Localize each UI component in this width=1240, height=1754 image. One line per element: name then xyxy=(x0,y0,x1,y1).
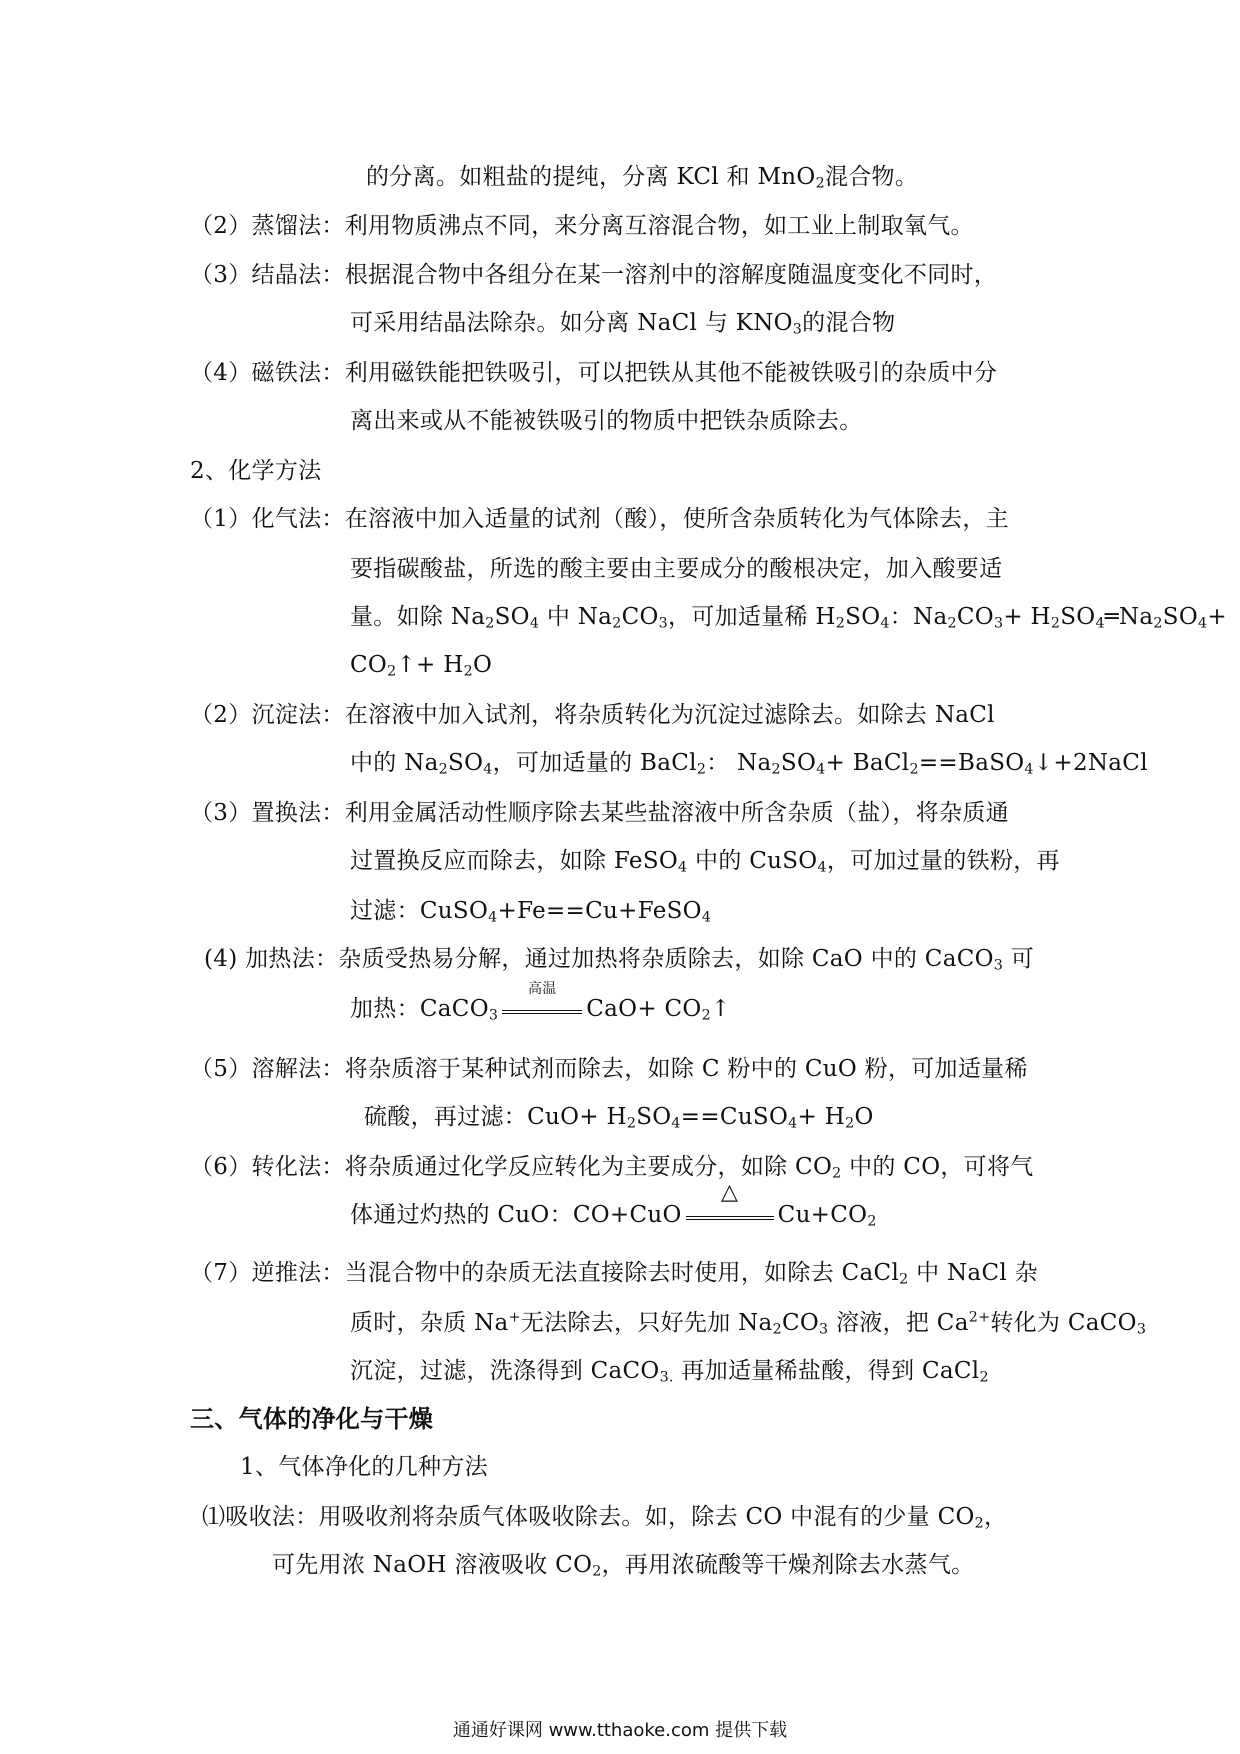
text-line: 过滤：CuSO$_4$+Fe==Cu+FeSO$_4$ xyxy=(350,898,712,926)
text-line: 沉淀，过滤，洗涤得到 CaCO$_{3.}$ 再加适量稀盐酸，得到 CaCl$_2$ xyxy=(350,1358,989,1386)
text-line: （6）转化法：将杂质通过化学反应转化为主要成分，如除 $CO_2$ 中的 CO，可将气 xyxy=(190,1154,1034,1182)
text-line: （7）逆推法：当混合物中的杂质无法直接除去时使用，如除去 CaCl$_2$ 中 NaCl 杂 xyxy=(190,1260,1038,1288)
text-line: 的分离。如粗盐的提纯，分离 KCl 和 MnO$_2$混合物。 xyxy=(366,164,919,192)
text-line: 体通过灼热的 CuO：CO+CuO △ $Cu+CO_2$ xyxy=(350,1180,877,1230)
text-line: 可采用结晶法除杂。如分离 NaCl 与 $KNO_3$的混合物 xyxy=(350,310,896,338)
text-line: 加热：CaCO$_3$ 高温 $CaO+ CO_2↑$ xyxy=(350,981,731,1024)
text-line: 硫酸，再过滤：$CuO+ H_2SO_4==CuSO_4+ H_2O$ xyxy=(364,1104,874,1132)
text-line: （2）沉淀法：在溶液中加入试剂，将杂质转化为沉淀过滤除去。如除去 NaCl xyxy=(190,702,995,728)
text-line: ⑴吸收法：用吸收剂将杂质气体吸收除去。如，除去 CO 中混有的少量 $CO_2$， xyxy=(202,1504,1008,1532)
text-line: 可先用浓 NaOH 溶液吸收 $CO_2$，再用浓硫酸等干燥剂除去水蒸气。 xyxy=(272,1552,975,1580)
text-line: 过置换反应而除去，如除 FeSO$_4$ 中的 CuSO$_4$，可加过量的铁粉，再 xyxy=(350,848,1060,876)
text-line: （2）蒸馏法：利用物质沸点不同，来分离互溶混合物，如工业上制取氧气。 xyxy=(190,213,974,239)
text-line: (4) 加热法：杂质受热易分解，通过加热将杂质除去，如除 CaO 中的 CaCO$_3$ 可 xyxy=(204,946,1035,974)
condition-label: △ xyxy=(721,1180,739,1205)
text-line: 量。如除 $Na_2SO_4$ 中 $Na_2CO_3$，可加适量稀 $H_2SO_4$：$Na_2CO_3+$ $H_2SO_4═Na_2SO_4+$ xyxy=(350,604,1227,632)
section-heading: 2、化学方法 xyxy=(190,458,322,484)
text-line: 离出来或从不能被铁吸引的物质中把铁杂质除去。 xyxy=(350,408,863,434)
subsection-heading: 1、气体净化的几种方法 xyxy=(240,1454,488,1480)
section-heading: 三、气体的净化与干燥 xyxy=(190,1404,433,1433)
text-line: 质时，杂质 Na+无法除去，只好先加 $Na_2CO_3$ 溶液，把 $Ca^{2+}$转化为 CaCO$_3$ xyxy=(350,1309,1147,1338)
text-line: （3）结晶法：根据混合物中各组分在某一溶剂中的溶解度随温度变化不同时， xyxy=(190,262,998,288)
reaction-condition xyxy=(686,1180,774,1222)
page-footer: 通通好课网 www.tthaoke.com 提供下载 xyxy=(452,1720,788,1741)
text-line: （1）化气法：在溶液中加入适量的试剂（酸），使所含杂质转化为气体除去，主 xyxy=(190,506,1009,532)
reaction-condition xyxy=(502,981,582,1016)
condition-label: 高温 xyxy=(527,981,557,997)
text-line: （3）置换法：利用金属活动性顺序除去某些盐溶液中所含杂质（盐），将杂质通 xyxy=(190,800,1009,826)
text-line: 要指碳酸盐，所选的酸主要由主要成分的酸根决定，加入酸要适 xyxy=(350,556,1003,582)
text-line: （5）溶解法：将杂质溶于某种试剂而除去，如除 C 粉中的 CuO 粉，可加适量稀 xyxy=(190,1056,1028,1082)
text-line: $CO_2↑+ H_2O$ xyxy=(350,652,493,680)
text-line: 中的 $Na_2SO_4$，可加适量的 BaCl$_2$： $Na_2SO_4+$ BaCl$_2$==BaSO$_4$↓+2NaCl xyxy=(350,750,1148,778)
text-line: （4）磁铁法：利用磁铁能把铁吸引，可以把铁从其他不能被铁吸引的杂质中分 xyxy=(190,360,998,386)
